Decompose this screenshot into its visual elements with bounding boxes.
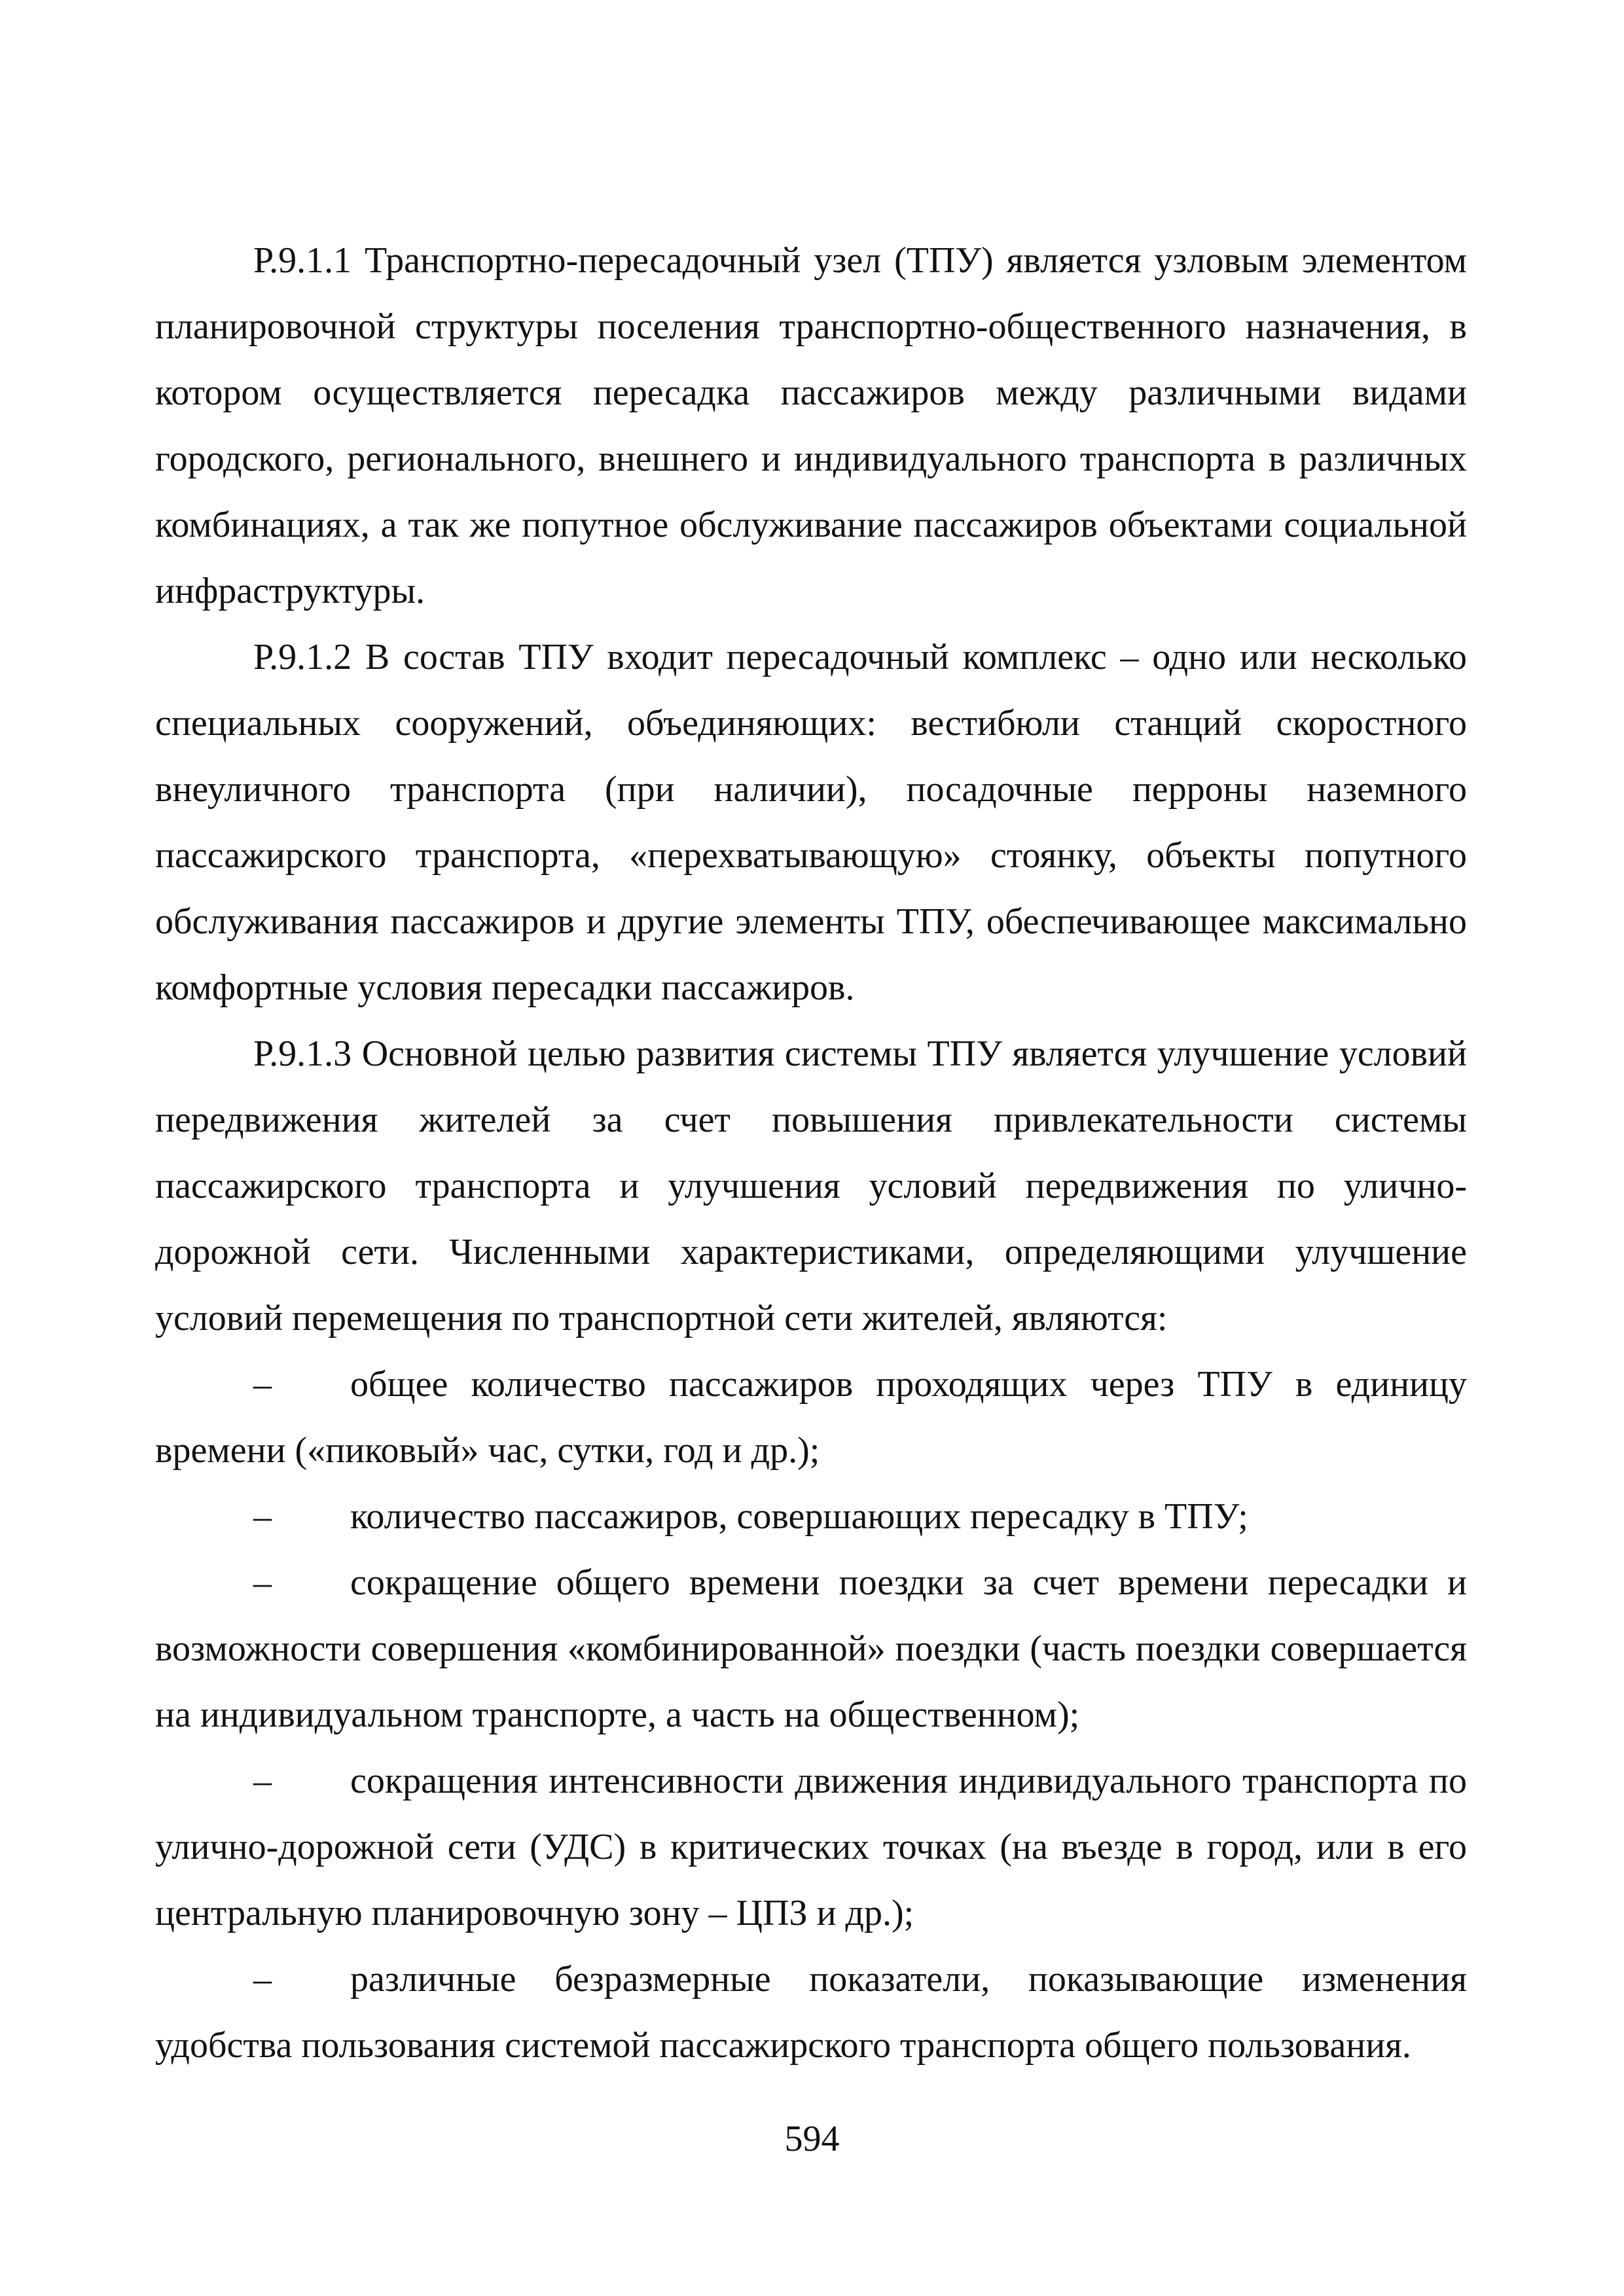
list-item-text: количество пассажиров, совершающих пересадку в ТПУ; <box>350 1496 1248 1537</box>
paragraph-p-9-1-2: Р.9.1.2 В состав ТПУ входит пересадочный комплекс – одно или несколько специальных сооружений, объединяющих: вестибюли станций скоростного внеуличного транспорта (при наличии), посадочные перроны наземного пассажирского транспорта, «перехватывающую» стоянку, объекты попутного обслуживания пассажиров и другие элементы ТПУ, обеспечивающее максимально комфортные условия пересадки пассажиров. <box>155 637 1467 1008</box>
list-item-text: общее количество пассажиров проходящих через ТПУ в единицу времени («пиковый» час, сутки, год и др.); <box>155 1364 1467 1471</box>
list-dash: – <box>253 1959 272 2000</box>
list-dash: – <box>253 1364 272 1405</box>
list-item <box>155 1550 1467 1748</box>
page-number: 594 <box>784 2119 840 2159</box>
list-item-text: различные безразмерные показатели, показывающие изменения удобства пользования системой пассажирского транспорта общего пользования. <box>155 1959 1467 2066</box>
list-dash: – <box>253 1562 272 1603</box>
list-dash: – <box>253 1761 272 1801</box>
list-item <box>155 1352 1467 1484</box>
list-item <box>155 1748 1467 1946</box>
document-body <box>155 228 1467 2079</box>
paragraph-p-9-1-3: Р.9.1.3 Основной целью развития системы ТПУ является улучшение условий передвижения жителей за счет повышения привлекательности системы пассажирского транспорта и улучшения условий передвижения по улично-дорожной сети. Численными характеристиками, определяющими улучшение условий перемещения по транспортной сети жителей, являются: <box>155 1033 1467 1338</box>
list-item <box>155 1946 1467 2079</box>
list-dash: – <box>253 1496 272 1537</box>
list-item-text: сокращения интенсивности движения индивидуального транспорта по улично-дорожной сети (УДС) в критических точках (на въезде в город, или в его центральную планировочную зону – ЦПЗ и др.); <box>155 1761 1467 1933</box>
paragraph-p-9-1-1: Р.9.1.1 Транспортно-пересадочный узел (ТПУ) является узловым элементом планировочной структуры поселения транспортно-общественного назначения, в котором осуществляется пересадка пассажиров между различными видами городского, регионального, внешнего и индивидуального транспорта в различных комбинациях, а так же попутное обслуживание пассажиров объектами социальной инфраструктуры. <box>155 240 1467 611</box>
list-item <box>155 1484 1467 1550</box>
list-item-text: сокращение общего времени поездки за счет времени пересадки и возможности совершения «комбинированной» поездки (часть поездки совершается на индивидуальном транспорте, а часть на общественном); <box>155 1562 1467 1735</box>
